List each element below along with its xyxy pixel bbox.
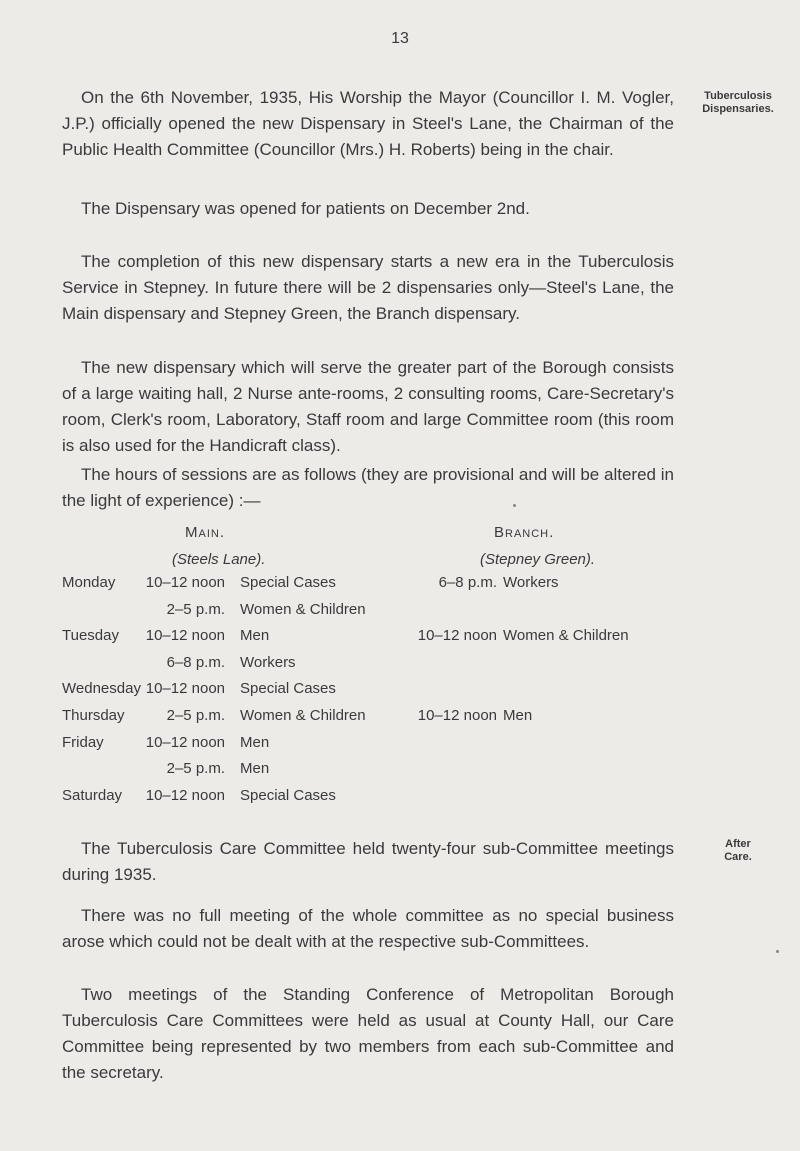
schedule-day: Saturday <box>62 786 123 804</box>
schedule-main-time: 10–12 noon <box>145 627 225 645</box>
schedule-main-time: 10–12 noon <box>145 733 225 751</box>
schedule-main-time: 2–5 p.m. <box>166 707 225 724</box>
paragraph-standing-conference: Two meetings of the Standing Conference of Metropolitan Borough Tuberculosis Care Committees were held as usual at County Hall, our Care Committee being represented by two members from each sub-Committee and the secretary. <box>62 985 674 1082</box>
schedule-main-session: Women & Children <box>240 600 366 618</box>
schedule-branch-session: Men <box>503 707 533 724</box>
branch-subheading: (Stepney Green). <box>480 551 596 568</box>
schedule-main-session: Men <box>240 760 270 778</box>
margin-note-line: Care. <box>724 851 752 863</box>
schedule-day: Monday <box>62 574 116 591</box>
print-speck <box>513 504 516 507</box>
paragraph-dispensary-rooms: The new dispensary which will serve the greater part of the Borough consists of a large waiting hall, 2 Nurse ante-rooms, 2 consulting rooms, Care-Secretary's room, Clerk's room, Laboratory, Staff room and large Committee room (this room is also used for the Handicraft class). <box>62 358 674 455</box>
schedule-main-session: Men <box>240 627 270 645</box>
schedule-day: Tuesday <box>62 627 119 645</box>
schedule-main-time: 10–12 noon <box>145 786 225 804</box>
schedule-main-session: Men <box>240 733 270 751</box>
main-heading: Main. <box>185 524 225 541</box>
schedule-main-time: 2–5 p.m. <box>166 600 225 618</box>
paragraph-new-era: The completion of this new dispensary starts a new era in the Tuberculosis Service in Stepney. In future there will be 2 dispensaries only—Steel's Lane, the Main dispensary and Stepney Green, the Branch dispensary. <box>62 252 674 323</box>
schedule-day: Thursday <box>62 707 125 724</box>
page-number: 13 <box>391 30 409 47</box>
schedule-main-time: 6–8 p.m. <box>166 653 225 671</box>
schedule-branch-session: Workers <box>503 574 559 591</box>
schedule-main-session: Special Cases <box>240 574 336 591</box>
schedule-branch-time: 10–12 noon <box>417 707 497 724</box>
paragraph-opening: On the 6th November, 1935, His Worship the Mayor (Councillor I. M. Vogler, J.P.) officially opened the new Dispensary in Steel's Lane, the Chairman of the Public Health Committee (Councillor (Mrs.) H. Roberts) being in the chair. <box>62 88 674 159</box>
paragraph-session-hours: The hours of sessions are as follows (they are provisional and will be altered in the light of experience) :— <box>62 465 674 510</box>
schedule-branch-time: 10–12 noon <box>417 627 497 645</box>
schedule-main-session: Special Cases <box>240 680 336 698</box>
paragraph-sub-committee-meetings: The Tuberculosis Care Committee held twenty-four sub-Committee meetings during 1935. <box>62 839 674 884</box>
branch-heading: Branch. <box>494 524 555 541</box>
schedule-day: Wednesday <box>62 680 141 698</box>
schedule-day: Friday <box>62 733 104 751</box>
schedule-main-time: 10–12 noon <box>145 680 225 698</box>
schedule-main-time: 2–5 p.m. <box>166 760 225 778</box>
schedule-main-session: Workers <box>240 653 296 671</box>
margin-note-line: After <box>725 838 751 850</box>
margin-note-after-care <box>686 838 790 864</box>
margin-note-tuberculosis-dispensaries <box>686 90 790 116</box>
margin-note-line: Tuberculosis <box>704 90 772 102</box>
schedule-branch-time: 6–8 p.m. <box>438 574 497 591</box>
schedule-main-session: Women & Children <box>240 707 366 724</box>
schedule-main-time: 10–12 noon <box>145 574 225 591</box>
print-speck <box>776 950 779 953</box>
paragraph-opened-date: The Dispensary was opened for patients on December 2nd. <box>81 199 530 218</box>
main-subheading: (Steels Lane). <box>172 551 266 568</box>
schedule-main-session: Special Cases <box>240 786 336 804</box>
schedule-branch-session: Women & Children <box>503 627 629 645</box>
margin-note-line: Dispensaries. <box>702 103 774 115</box>
paragraph-no-full-meeting: There was no full meeting of the whole committee as no special business arose which could not be dealt with at the respective sub-Committees. <box>62 906 674 951</box>
